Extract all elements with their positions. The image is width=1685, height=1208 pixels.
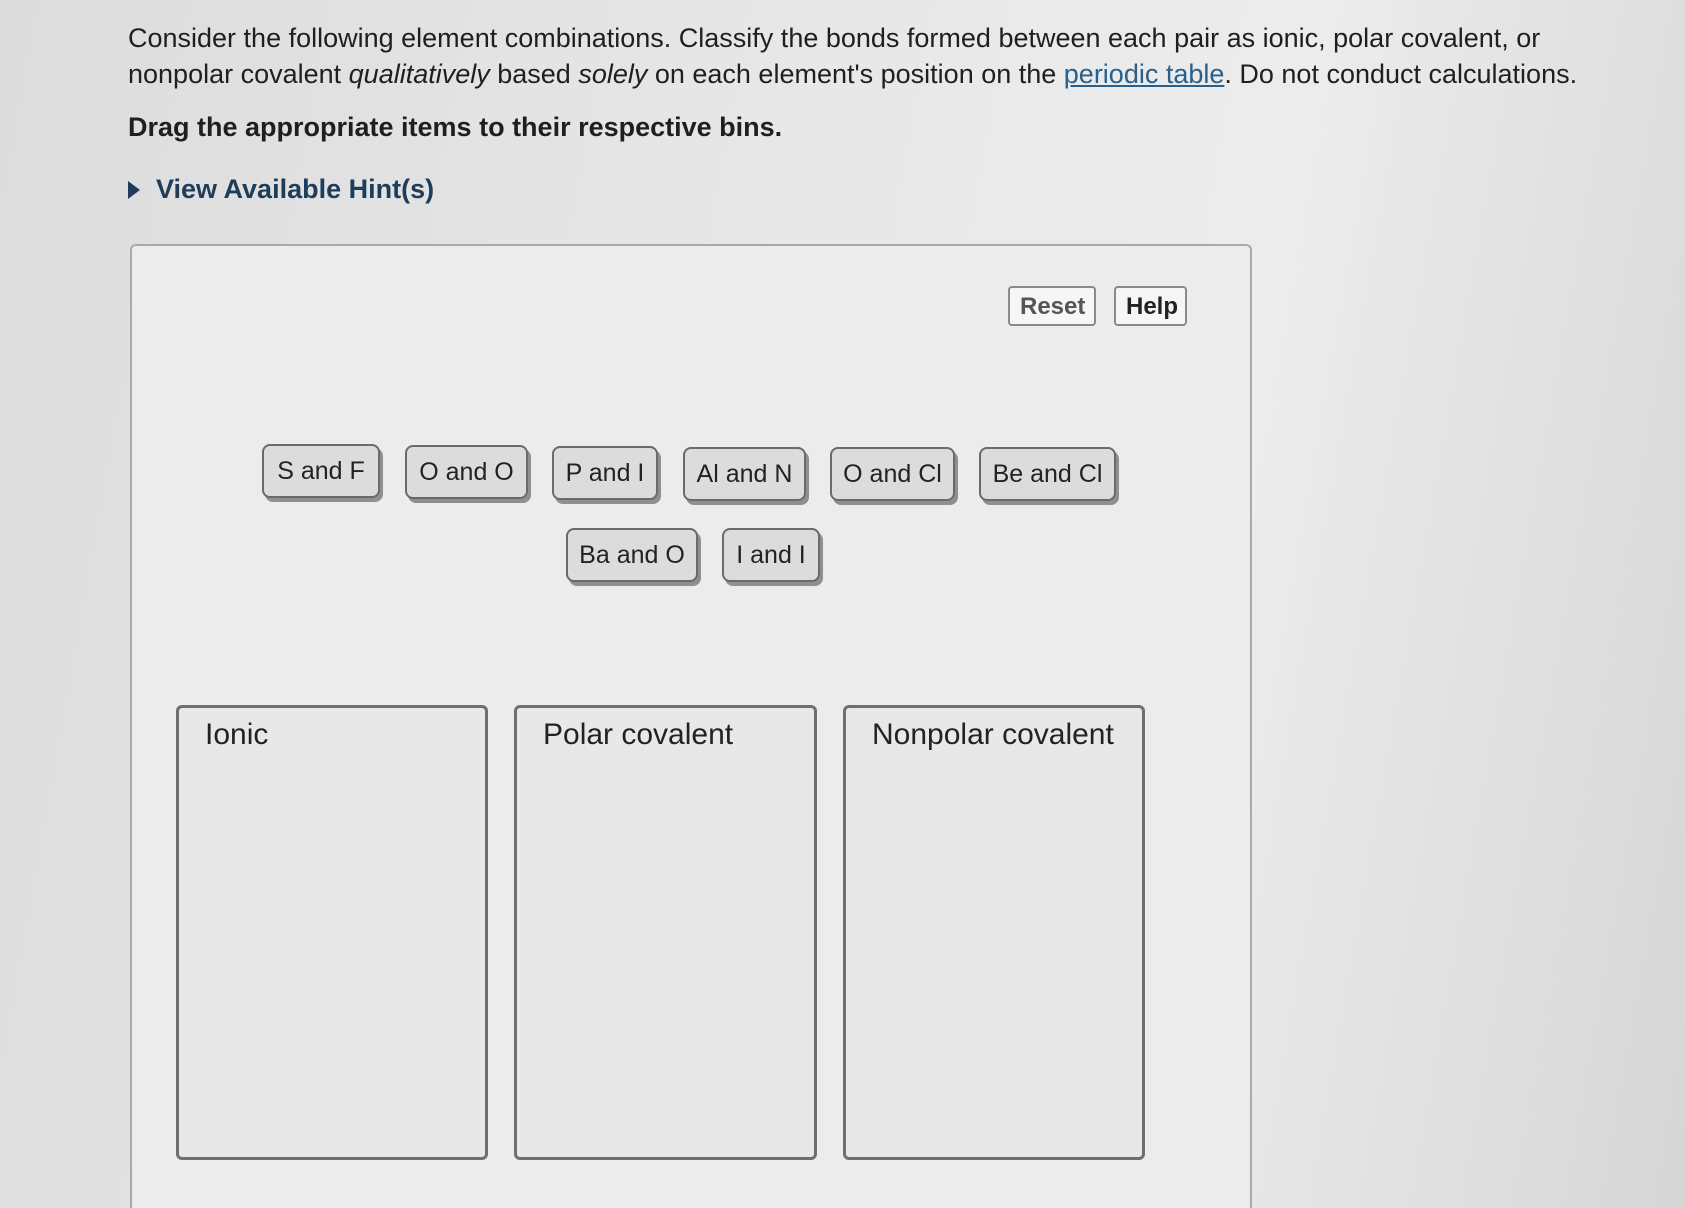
drag-item-p-and-i[interactable]: P and I (552, 446, 658, 500)
question-part-1: Consider the following element combinations. Classify the bonds formed between each pair as ionic, polar covalent, or nonpolar covalent (128, 23, 1541, 89)
bin-polar-covalent-title: Polar covalent (543, 718, 734, 751)
drag-item-i-and-i[interactable]: I and I (722, 528, 820, 582)
question-text (128, 20, 1648, 92)
drag-item-o-and-cl[interactable]: O and Cl (830, 447, 955, 501)
view-hints-toggle[interactable] (128, 174, 434, 205)
periodic-table-link[interactable]: periodic table (1063, 59, 1225, 89)
question-emphasis-qualitatively: qualitatively (348, 59, 490, 89)
question-part-3: on each element's position on the (647, 59, 1064, 89)
bin-nonpolar-covalent[interactable] (843, 705, 1145, 1160)
drag-item-al-and-n[interactable]: Al and N (683, 447, 806, 501)
drag-drop-panel (130, 244, 1252, 1208)
instruction-text: Drag the appropriate items to their respective bins. (128, 112, 783, 142)
bin-ionic-title: Ionic (205, 718, 269, 751)
help-button[interactable]: Help (1114, 286, 1187, 326)
drag-item-be-and-cl[interactable]: Be and Cl (979, 447, 1116, 501)
reset-button[interactable]: Reset (1008, 286, 1096, 326)
bin-polar-covalent[interactable] (514, 705, 817, 1160)
question-emphasis-solely: solely (578, 59, 648, 89)
bin-ionic[interactable] (176, 705, 488, 1160)
question-part-2: based (489, 59, 579, 89)
drag-item-ba-and-o[interactable]: Ba and O (566, 528, 698, 582)
bin-nonpolar-covalent-title: Nonpolar covalent (872, 718, 1114, 751)
view-hints-label: View Available Hint(s) (156, 174, 435, 204)
triangle-right-icon (128, 181, 140, 199)
drag-item-o-and-o[interactable]: O and O (405, 445, 528, 499)
question-part-4: . Do not conduct calculations. (1224, 59, 1578, 89)
drag-item-s-and-f[interactable]: S and F (262, 444, 380, 498)
